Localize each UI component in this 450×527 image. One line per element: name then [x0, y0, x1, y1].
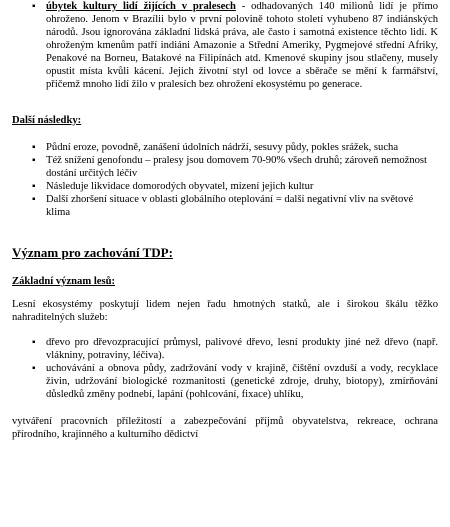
- list-item: [12, 0, 438, 91]
- section-title: Význam pro zachování TDP:: [12, 245, 173, 260]
- further-consequences-heading: Další následky:: [12, 115, 82, 126]
- list-item: ▪ Též snížení genofondu – pralesy jsou domovem 70-90% všech druhů; zároveň nemožnost dostání určitých léčiv: [12, 154, 438, 180]
- forest-services-list: [12, 336, 438, 401]
- further-consequences-list: [12, 141, 438, 219]
- list-item: ▪ Další zhoršení situace v oblasti globálního oteplování = další negativní vliv na světové klima: [12, 193, 438, 219]
- culture-loss-heading: úbytek kultury lidí žijících v pralesech: [46, 1, 236, 12]
- list-item: ▪ Následuje likvidace domorodých obyvatel, mizení jejich kultur: [12, 180, 438, 193]
- forest-intro-paragraph: Lesní ekosystémy poskytují lidem nejen řadu hmotných statků, ale i širokou škálu těžko nahraditelných služeb:: [12, 299, 438, 323]
- list-item: ▪ Půdní eroze, povodně, zanášení údolních nádrží, sesuvy půdy, pokles srážek, sucha: [12, 141, 438, 154]
- culture-loss-text: - odhadovaných 140 milionů lidí je přímo ohroženo. Jenom v Brazílii bylo v první polovině tohoto století vyhubeno 87 indiánských národů. Jsou ignorována základní lidská práva, ale často i samotná existence těchto lidí. K ohroženým kmenům patří indiáni Amazonie a Střední Ameriky, Pygmejové střední Afriky, Penakové na Borneu, Batakové na Filipínách atd. Kmenové skupiny jsou stlačeny, musely opustit místa kvůli kácení. Jejich životní styl od lovce a sběrače se mění k farmářství, přičemž mnoho lidí žilo v pralesích bez ohrožení ekosystému po generace.: [46, 1, 438, 90]
- basic-importance-heading: Základní význam lesů:: [12, 276, 116, 287]
- list-item: ▪ uchovávání a obnova půdy, zadržování vody v krajině, čištění ovzduší a vody, recyklace živin, udržování biologické rozmanitosti (genetické zdroje, druhy, biotopy), zmírňování důsledků změny podnebí, lapání (pohlcování, fixace) uhlíku,: [12, 362, 438, 401]
- top-bullet-list: [12, 0, 438, 91]
- list-item: ▪ dřevo pro dřevozpracující průmysl, palivové dřevo, lesní produkty jiné než dřevo (např. vlákniny, potraviny, léčiva).: [12, 336, 438, 362]
- closing-paragraph: vytváření pracovních příležitostí a zabezpečování příjmů obyvatelstva, rekreace, ochrana přírodního, krajinného a kulturního dědictví: [12, 416, 438, 440]
